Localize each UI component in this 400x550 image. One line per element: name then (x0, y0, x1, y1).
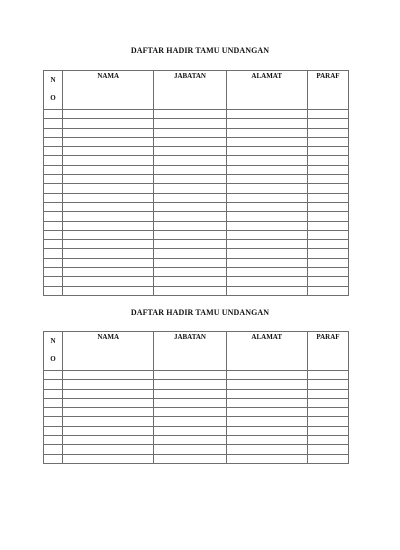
cell-nama (63, 156, 154, 165)
cell-jabatan (154, 137, 226, 146)
cell-no (44, 156, 63, 165)
cell-no (44, 277, 63, 286)
cell-nama (63, 119, 154, 128)
cell-nama (63, 417, 154, 426)
column-header-no-top: N (50, 76, 56, 84)
table-row (44, 165, 349, 174)
cell-jabatan (154, 371, 226, 380)
cell-nama (63, 137, 154, 146)
cell-paraf (307, 380, 348, 389)
cell-nama (63, 371, 154, 380)
table-row (44, 258, 349, 267)
cell-paraf (307, 445, 348, 454)
cell-nama (63, 110, 154, 119)
cell-nama (63, 175, 154, 184)
table-row (44, 240, 349, 249)
cell-paraf (307, 221, 348, 230)
table-row (44, 221, 349, 230)
cell-paraf (307, 212, 348, 221)
cell-no (44, 249, 63, 258)
form-title-1: DAFTAR HADIR TAMU UNDANGAN (130, 46, 270, 55)
table-row (44, 175, 349, 184)
cell-alamat (226, 268, 307, 277)
cell-alamat (226, 202, 307, 211)
column-header-no-top: N (50, 337, 56, 345)
cell-paraf (307, 408, 348, 417)
table-row (44, 380, 349, 389)
table-row (44, 445, 349, 454)
cell-jabatan (154, 277, 226, 286)
column-header-no-bottom: O (50, 355, 56, 363)
cell-nama (63, 436, 154, 445)
attendance-table-2-body (44, 371, 349, 464)
cell-paraf (307, 436, 348, 445)
cell-jabatan (154, 119, 226, 128)
cell-paraf (307, 175, 348, 184)
cell-no (44, 371, 63, 380)
cell-paraf (307, 165, 348, 174)
cell-jabatan (154, 128, 226, 137)
cell-paraf (307, 193, 348, 202)
column-header-paraf: PARAF (307, 71, 348, 110)
cell-alamat (226, 119, 307, 128)
cell-no (44, 268, 63, 277)
cell-alamat (226, 371, 307, 380)
cell-jabatan (154, 417, 226, 426)
cell-paraf (307, 268, 348, 277)
cell-jabatan (154, 184, 226, 193)
table-row (44, 371, 349, 380)
cell-paraf (307, 258, 348, 267)
cell-no (44, 184, 63, 193)
cell-paraf (307, 277, 348, 286)
table-row (44, 230, 349, 239)
cell-no (44, 445, 63, 454)
table-row (44, 249, 349, 258)
table-row (44, 137, 349, 146)
cell-jabatan (154, 258, 226, 267)
table-row (44, 184, 349, 193)
cell-no (44, 389, 63, 398)
cell-no (44, 202, 63, 211)
cell-paraf (307, 389, 348, 398)
cell-alamat (226, 212, 307, 221)
cell-alamat (226, 249, 307, 258)
cell-nama (63, 128, 154, 137)
attendance-table-1-body (44, 110, 349, 296)
cell-alamat (226, 436, 307, 445)
cell-paraf (307, 454, 348, 463)
cell-no (44, 230, 63, 239)
cell-alamat (226, 128, 307, 137)
cell-no (44, 175, 63, 184)
cell-alamat (226, 277, 307, 286)
cell-jabatan (154, 165, 226, 174)
cell-alamat (226, 165, 307, 174)
cell-alamat (226, 454, 307, 463)
cell-jabatan (154, 240, 226, 249)
cell-jabatan (154, 249, 226, 258)
cell-jabatan (154, 110, 226, 119)
table-row (44, 436, 349, 445)
cell-alamat (226, 398, 307, 407)
cell-nama (63, 426, 154, 435)
cell-paraf (307, 119, 348, 128)
cell-no (44, 417, 63, 426)
table-row (44, 286, 349, 295)
cell-nama (63, 408, 154, 417)
table-row (44, 212, 349, 221)
cell-alamat (226, 156, 307, 165)
cell-no (44, 193, 63, 202)
cell-nama (63, 277, 154, 286)
table-row (44, 454, 349, 463)
cell-alamat (226, 230, 307, 239)
cell-nama (63, 258, 154, 267)
column-header-nama: NAMA (63, 71, 154, 110)
column-header-paraf: PARAF (307, 332, 348, 371)
cell-paraf (307, 137, 348, 146)
cell-alamat (226, 408, 307, 417)
table-header-row (44, 332, 349, 371)
cell-alamat (226, 221, 307, 230)
cell-no (44, 380, 63, 389)
cell-alamat (226, 110, 307, 119)
cell-no (44, 398, 63, 407)
table-row (44, 426, 349, 435)
cell-nama (63, 147, 154, 156)
cell-paraf (307, 184, 348, 193)
cell-jabatan (154, 380, 226, 389)
cell-nama (63, 240, 154, 249)
cell-jabatan (154, 286, 226, 295)
cell-alamat (226, 147, 307, 156)
cell-no (44, 137, 63, 146)
cell-nama (63, 202, 154, 211)
table-row (44, 193, 349, 202)
cell-nama (63, 380, 154, 389)
cell-alamat (226, 175, 307, 184)
table-row (44, 417, 349, 426)
cell-no (44, 454, 63, 463)
cell-jabatan (154, 156, 226, 165)
cell-no (44, 147, 63, 156)
column-header-no-bottom: O (50, 94, 56, 102)
cell-nama (63, 230, 154, 239)
cell-jabatan (154, 175, 226, 184)
cell-jabatan (154, 147, 226, 156)
cell-nama (63, 445, 154, 454)
cell-no (44, 165, 63, 174)
cell-nama (63, 454, 154, 463)
cell-no (44, 128, 63, 137)
cell-jabatan (154, 426, 226, 435)
cell-paraf (307, 286, 348, 295)
table-row (44, 128, 349, 137)
attendance-table-1 (43, 70, 349, 296)
cell-jabatan (154, 389, 226, 398)
table-row (44, 156, 349, 165)
cell-alamat (226, 286, 307, 295)
cell-alamat (226, 417, 307, 426)
cell-paraf (307, 417, 348, 426)
cell-jabatan (154, 268, 226, 277)
cell-jabatan (154, 221, 226, 230)
cell-paraf (307, 240, 348, 249)
cell-alamat (226, 426, 307, 435)
cell-no (44, 286, 63, 295)
cell-paraf (307, 156, 348, 165)
column-header-no (44, 71, 63, 110)
cell-alamat (226, 445, 307, 454)
table-row (44, 398, 349, 407)
cell-alamat (226, 389, 307, 398)
cell-jabatan (154, 193, 226, 202)
column-header-nama: NAMA (63, 332, 154, 371)
table-row (44, 277, 349, 286)
cell-paraf (307, 128, 348, 137)
cell-no (44, 212, 63, 221)
cell-no (44, 258, 63, 267)
cell-alamat (226, 137, 307, 146)
column-header-jabatan: JABATAN (154, 71, 226, 110)
cell-jabatan (154, 454, 226, 463)
cell-jabatan (154, 398, 226, 407)
cell-no (44, 221, 63, 230)
cell-paraf (307, 249, 348, 258)
cell-no (44, 119, 63, 128)
cell-no (44, 426, 63, 435)
cell-jabatan (154, 202, 226, 211)
cell-no (44, 110, 63, 119)
cell-alamat (226, 184, 307, 193)
cell-paraf (307, 371, 348, 380)
cell-paraf (307, 426, 348, 435)
cell-alamat (226, 193, 307, 202)
column-header-alamat: ALAMAT (226, 71, 307, 110)
attendance-table-2 (43, 331, 349, 464)
table-header-row (44, 71, 349, 110)
cell-alamat (226, 380, 307, 389)
cell-alamat (226, 240, 307, 249)
cell-nama (63, 398, 154, 407)
cell-nama (63, 184, 154, 193)
column-header-alamat: ALAMAT (226, 332, 307, 371)
table-row (44, 110, 349, 119)
column-header-jabatan: JABATAN (154, 332, 226, 371)
table-row (44, 268, 349, 277)
cell-alamat (226, 258, 307, 267)
cell-jabatan (154, 436, 226, 445)
cell-nama (63, 249, 154, 258)
table-row (44, 389, 349, 398)
cell-no (44, 408, 63, 417)
cell-nama (63, 286, 154, 295)
cell-jabatan (154, 408, 226, 417)
cell-paraf (307, 147, 348, 156)
cell-jabatan (154, 445, 226, 454)
cell-jabatan (154, 230, 226, 239)
cell-nama (63, 193, 154, 202)
column-header-no (44, 332, 63, 371)
cell-paraf (307, 398, 348, 407)
form-title-2: DAFTAR HADIR TAMU UNDANGAN (130, 308, 270, 317)
cell-paraf (307, 110, 348, 119)
table-row (44, 119, 349, 128)
table-row (44, 202, 349, 211)
cell-nama (63, 221, 154, 230)
cell-no (44, 240, 63, 249)
cell-paraf (307, 230, 348, 239)
cell-nama (63, 268, 154, 277)
table-row (44, 147, 349, 156)
cell-nama (63, 212, 154, 221)
cell-jabatan (154, 212, 226, 221)
cell-no (44, 436, 63, 445)
table-row (44, 408, 349, 417)
cell-nama (63, 165, 154, 174)
cell-paraf (307, 202, 348, 211)
cell-nama (63, 389, 154, 398)
